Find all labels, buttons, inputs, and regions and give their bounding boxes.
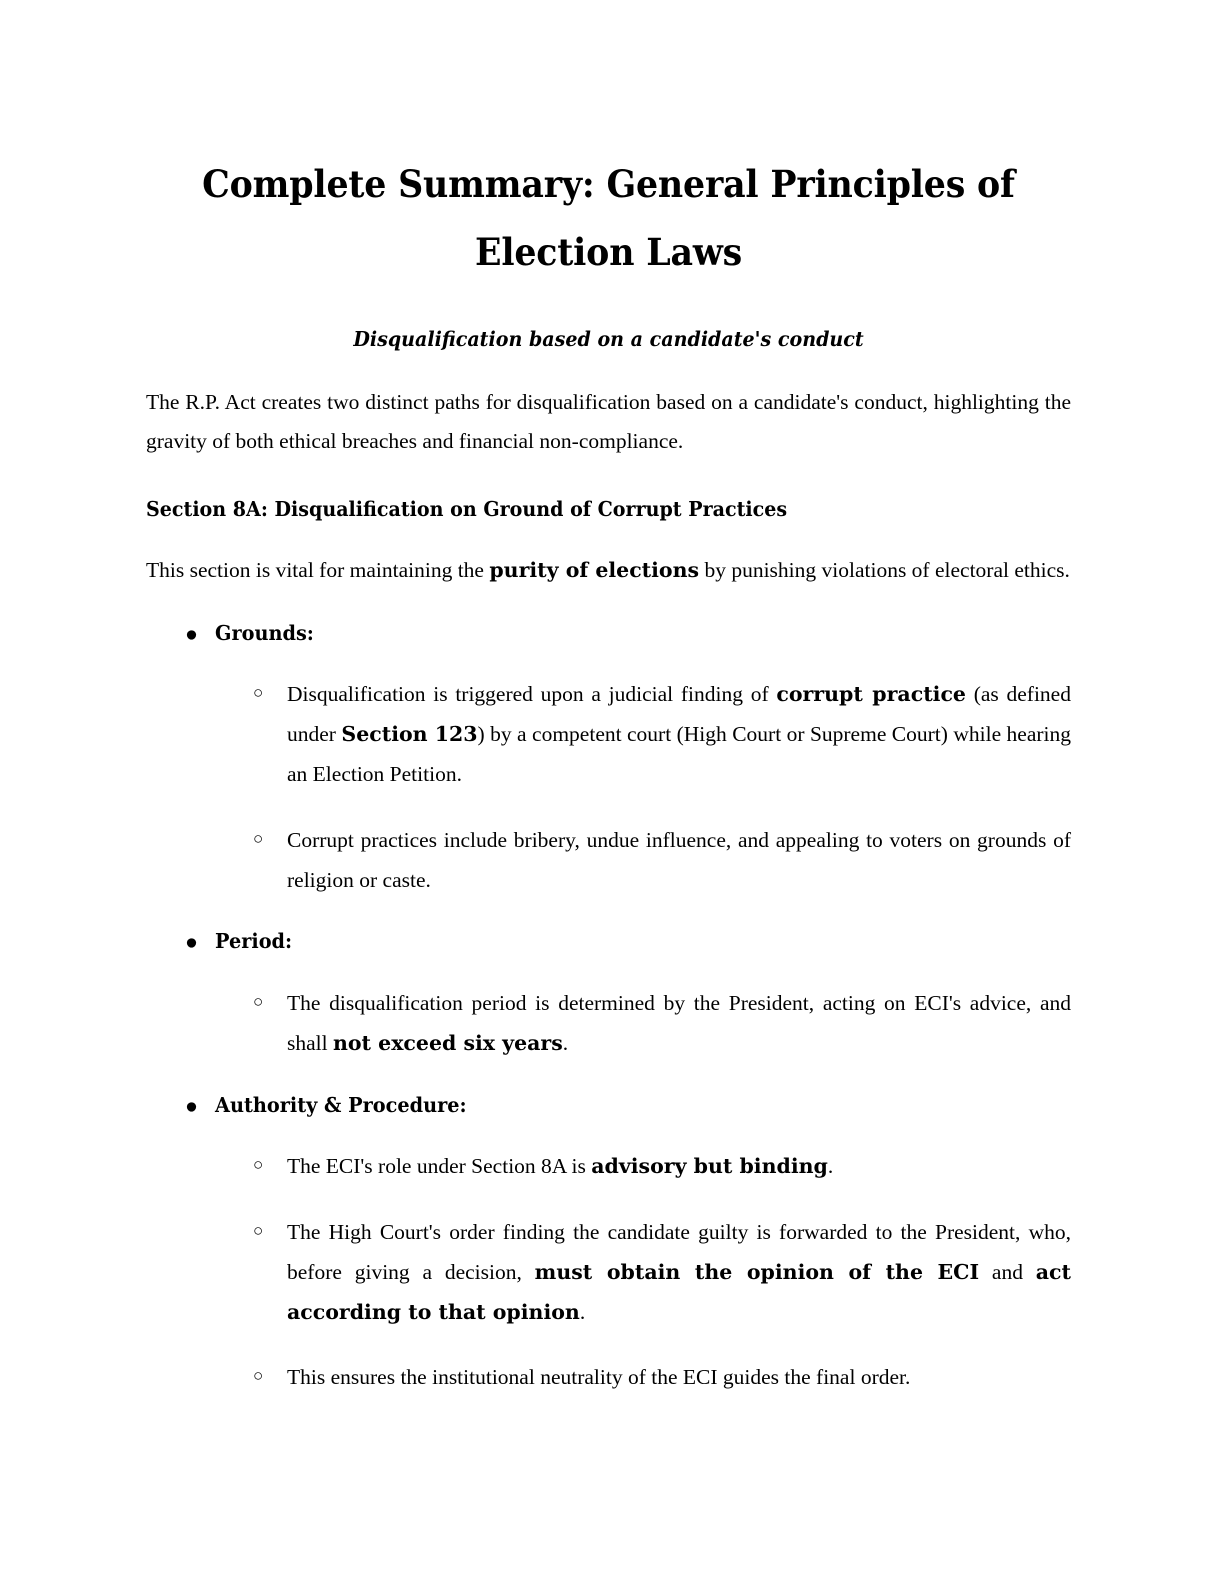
plain-text: Disqualification is triggered upon a judicial finding of [287, 682, 777, 707]
plain-text: and [979, 1259, 1036, 1284]
section-heading: Section 8A: Disqualification on Ground of Corrupt Practices [146, 497, 788, 522]
plain-text: ) by a competent court (High Court or Supreme Court) while hearing an Election Petition. [287, 722, 1072, 786]
plain-text: . [827, 1154, 834, 1179]
plain-text: . [562, 1030, 569, 1055]
emphasis-text: must obtain the opinion of the ECI [534, 1259, 980, 1284]
section-intro-paragraph [146, 551, 1071, 591]
sub-list-item-text [287, 1213, 1071, 1332]
plain-text: . [579, 1299, 586, 1324]
section-intro-before: This section is vital for maintaining the [146, 557, 490, 582]
sub-list-item-text [287, 675, 1071, 794]
sub-list-item-text [287, 1147, 1071, 1187]
sub-bullet-list [215, 984, 1071, 1064]
sub-list-item [215, 984, 1071, 1064]
plain-text: This ensures the institutional neutrality of the ECI guides the final order. [287, 1365, 911, 1390]
emphasis-text: Section 123 [341, 722, 478, 747]
emphasis-text: corrupt practice [776, 682, 966, 707]
sub-list-item [215, 1147, 1071, 1187]
sub-list-item [215, 1358, 1071, 1398]
plain-text: The ECI's role under Section 8A is [287, 1154, 592, 1179]
circle-bullet-icon: ○ [253, 1366, 264, 1386]
circle-bullet-icon: ○ [253, 992, 264, 1012]
sub-bullet-list [215, 675, 1071, 900]
section-intro-emphasis: purity of elections [489, 557, 700, 582]
bullet-list [146, 618, 1071, 1398]
sub-list-item-text [287, 821, 1071, 901]
list-item-label: Period: [215, 929, 293, 954]
circle-bullet-icon: ○ [253, 683, 264, 703]
emphasis-text: advisory but binding [591, 1154, 828, 1179]
plain-text: The High Court's order finding the candidate guilty is forwarded to the President, who, before giving a decision, [287, 1220, 1071, 1284]
disc-bullet-icon: ● [185, 621, 198, 646]
circle-bullet-icon: ○ [253, 1155, 264, 1175]
circle-bullet-icon: ○ [253, 828, 264, 848]
section-intro-after: by punishing violations of electoral ethics. [699, 557, 1070, 582]
sub-list-item-text [287, 1358, 1071, 1398]
disc-bullet-icon: ● [185, 1093, 198, 1118]
sub-list-item [215, 1213, 1071, 1332]
intro-paragraph: The R.P. Act creates two distinct paths for disqualification based on a candidate's conduct, highlighting the gravity of both ethical breaches and financial non-compliance. [146, 389, 1071, 454]
emphasis-text: act according to that opinion [287, 1259, 1071, 1324]
list-item [146, 618, 1071, 901]
sub-bullet-list [215, 1147, 1071, 1398]
sub-list-item [215, 675, 1071, 794]
sub-list-item [215, 821, 1071, 901]
plain-text: (as defined under [287, 682, 1071, 747]
plain-text: Corrupt practices include bribery, undue influence, and appealing to voters on grounds of religion or caste. [287, 827, 1071, 892]
emphasis-text: not exceed six years [332, 1030, 563, 1055]
page-title: Complete Summary: General Principles of Election Laws [202, 162, 1015, 275]
sub-list-item-text [287, 984, 1071, 1064]
circle-bullet-icon: ○ [253, 1221, 264, 1241]
list-item [146, 926, 1071, 1063]
document-content [146, 150, 1071, 1398]
list-item-label: Authority & Procedure: [215, 1092, 467, 1117]
plain-text: The disqualification period is determined by the President, acting on ECI's advice, and shall [287, 991, 1071, 1055]
list-item-label: Grounds: [215, 620, 314, 645]
disc-bullet-icon: ● [185, 930, 198, 955]
document-subtitle: Disqualification based on a candidate's conduct [353, 326, 864, 351]
list-item [146, 1090, 1071, 1399]
